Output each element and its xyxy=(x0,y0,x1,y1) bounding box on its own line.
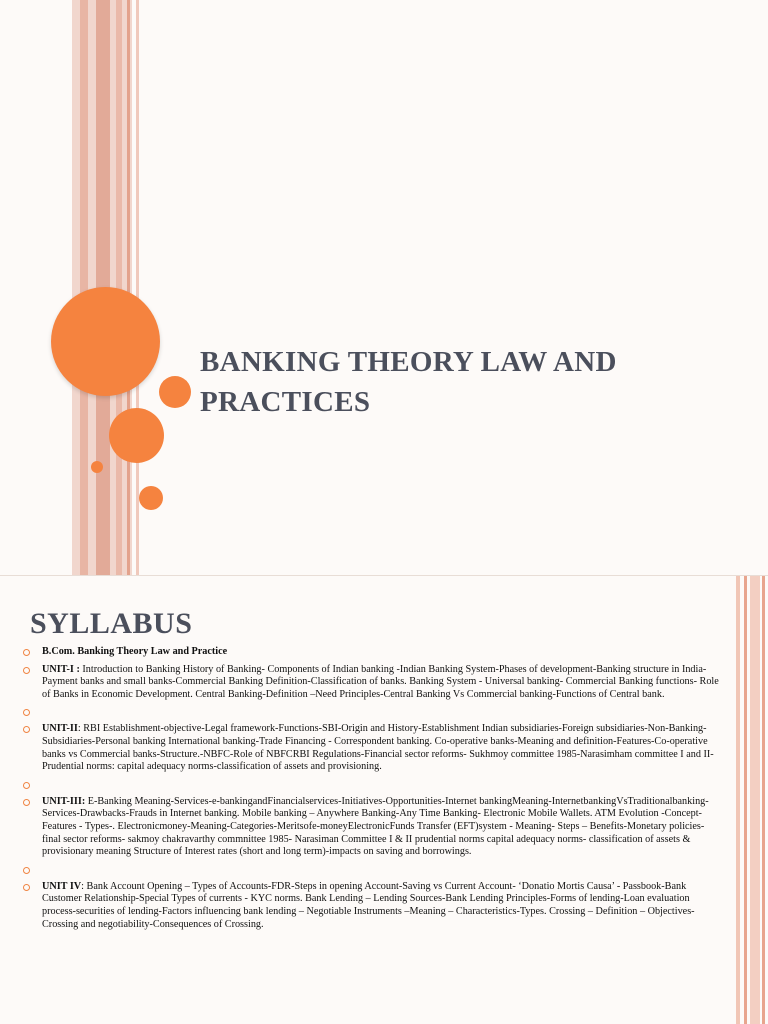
unit-label: UNIT-I : xyxy=(42,663,80,675)
decor-circle-tiny xyxy=(91,461,103,473)
decor-circle-small xyxy=(139,486,163,510)
list-item-course xyxy=(22,646,720,659)
list-item-unit-2 xyxy=(22,723,720,773)
bullet-icon xyxy=(23,884,30,891)
slide-title xyxy=(200,342,740,422)
decor-stripe xyxy=(750,576,760,1024)
unit-label: UNIT-III: xyxy=(42,795,86,807)
unit-text: E-Banking Meaning-Services-e-bankingandFinancialservices-Initiatives-Opportunities-Internet bankingMeaning-InternetbankingVsTraditionalbanking-Services-Drawbacks-Frauds in Internet banking. Mobile banking – Anywhere Banking-Any Time Banking- Electronic Mobile Wallets. ATM Evolution -Concept-Features - Types-. Electronicmoney-Meaning-Categories-Meritsofe-moneyElectronicFunds Transfer (EFT)system - Meaning- Steps – Benefits-Monetary policies- final sector reforms- sakmoy chakravarthy commnittee 1985- Narasiman Committee I & II prudential norms capital adequacy norms- classification of assets & provisionary meaning Structure of Interest rates (short and long term)-impacts on saving and borrowings. xyxy=(42,795,709,858)
slide-title-line1: BANKING THEORY LAW AND xyxy=(200,346,617,378)
decor-circle-large xyxy=(51,287,160,396)
unit-text: Introduction to Banking History of Banking- Components of Indian banking -Indian Banking System-Phases of development-Banking structure in India-Payment banks and small banks-Commercial Banking Definition-Classification of banks. Banking System - Universal banking- Commercial Banking functions- Role of Banks in Economic Development. Central Banking-Definition –Need Principles-Central Banking Vs Commercial banking-Functions of Central bank. xyxy=(42,663,719,700)
decor-stripe xyxy=(127,0,130,575)
syllabus-content xyxy=(22,646,720,936)
bullet-icon xyxy=(23,726,30,733)
course-name: B.Com. Banking Theory Law and Practice xyxy=(42,646,228,657)
list-item-unit-3 xyxy=(22,796,720,859)
list-item-empty xyxy=(22,779,720,791)
decor-circle-medium xyxy=(109,408,164,463)
bullet-icon xyxy=(23,867,30,874)
list-item-empty xyxy=(22,864,720,876)
decor-stripe xyxy=(744,576,747,1024)
bullet-icon xyxy=(23,709,30,716)
syllabus-title: SYLLABUS xyxy=(30,607,193,640)
bullet-icon xyxy=(23,667,30,674)
decor-stripe xyxy=(80,0,88,575)
slide-title-line2: PRACTICES xyxy=(200,386,371,418)
unit-text: : RBI Establishment-objective-Legal framework-Functions-SBI-Origin and History-Establishment Indian subsidiaries-Foreign subsidiaries-Non-Banking-Subsidiaries-Personal banking International banking-Trade Financing - Correspondent banking. Co-operative banks-Meaning and definition-Features-Co-operative banks vs Commercial banks-Structure.-NBFC-Role of NBFCRBI Regulations-Financial sector reforms- Sukhmoy committee 1985-Narasimham committee I and II-Prudential norms: capital adequacy norms-classification of assets and provisioning. xyxy=(42,723,714,773)
decor-stripe xyxy=(136,0,139,575)
list-item-unit-4 xyxy=(22,881,720,931)
decor-stripe xyxy=(736,576,740,1024)
bullet-icon xyxy=(23,782,30,789)
unit-label: UNIT IV xyxy=(42,880,82,892)
decor-stripe xyxy=(762,576,765,1024)
unit-text: : Bank Account Opening – Types of Accounts-FDR-Steps in opening Account-Saving vs Current Account- ‘Donatio Mortis Causa’ - Passbook-Bank Customer Relationship-Special Types of currents - KYC norms. Bank Lending – Lending Sources-Bank Lending Principles-Forms of lending-Loan evaluation process-securities of lending-Factors influencing bank lending – Negotiable Instruments –Meaning – Characteristics-Types. Crossing – Definition – Objectives- Crossing and negotiability-Consequences of Crossing. xyxy=(42,880,695,930)
list-item-empty xyxy=(22,706,720,718)
unit-label: UNIT-II xyxy=(42,723,78,735)
bullet-icon xyxy=(23,649,30,656)
list-item-unit-1 xyxy=(22,664,720,702)
decor-circle-small xyxy=(159,376,191,408)
bullet-icon xyxy=(23,799,30,806)
